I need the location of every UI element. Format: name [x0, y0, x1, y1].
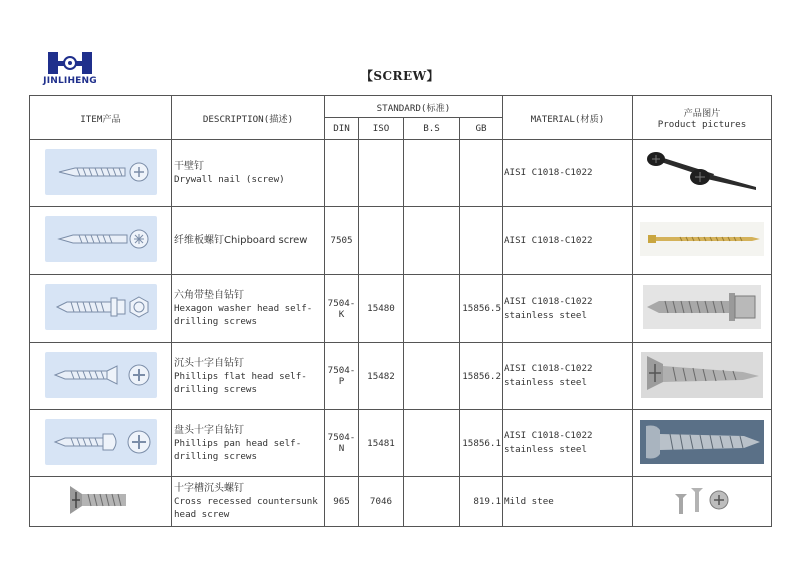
description-en-continued: head screw — [174, 509, 230, 520]
material-line: Mild stee — [504, 495, 554, 507]
bs-cell — [404, 207, 460, 275]
table-row — [30, 275, 772, 343]
din-cell: 7505 — [325, 207, 359, 275]
header-item: ITEM产品 — [30, 96, 172, 140]
iso-cell: 15482 — [359, 343, 404, 410]
hex-washer-screw-drawing-icon — [45, 284, 157, 330]
header-standard: STANDARD(标准) — [325, 96, 503, 118]
hex-washer-screw-photo-icon — [643, 285, 761, 329]
item-image-cell — [30, 140, 172, 207]
bs-cell — [404, 410, 460, 477]
description-en: Cross recessed countersunk — [174, 496, 318, 507]
header-din: DIN — [325, 118, 359, 140]
material-line: stainless steel — [504, 444, 587, 455]
page-title: 【SCREW】 — [360, 69, 440, 83]
description-cn: 十字槽沉头螺钉 — [174, 483, 244, 494]
gb-cell: 819.1 — [460, 477, 503, 527]
description-en: Hexagon washer head self- — [174, 303, 313, 314]
picture-cell — [633, 477, 772, 527]
table-row — [30, 477, 772, 527]
table-row — [30, 343, 772, 410]
description-cell — [172, 275, 325, 343]
description-cell — [172, 477, 325, 527]
material-cell — [503, 207, 633, 275]
material-cell — [503, 477, 633, 527]
material-line: AISI C1018-C1022 — [504, 295, 593, 307]
iso-cell: 7046 — [359, 477, 404, 527]
header-pictures — [633, 96, 772, 140]
picture-cell — [633, 343, 772, 410]
item-image-cell — [30, 207, 172, 275]
description-en: Phillips flat head self- — [174, 370, 307, 382]
iso-cell — [359, 207, 404, 275]
header-description: DESCRIPTION(描述) — [172, 96, 325, 140]
material-cell — [503, 140, 633, 207]
iso-cell — [359, 140, 404, 207]
flat-head-screw-drawing-icon — [45, 352, 157, 398]
gb-cell: 15856.1 — [460, 410, 503, 477]
material-line: AISI C1018-C1022 — [504, 234, 593, 246]
bs-cell — [404, 140, 460, 207]
iso-cell: 15481 — [359, 410, 404, 477]
picture-cell — [633, 207, 772, 275]
description-cell — [172, 410, 325, 477]
description-en: Drywall nail (screw) — [174, 174, 285, 185]
drywall-screw-drawing-icon — [45, 149, 157, 195]
din-cell: 7504-K — [325, 275, 359, 343]
item-image-cell — [30, 477, 172, 527]
header-iso: ISO — [359, 118, 404, 140]
item-image-cell — [30, 410, 172, 477]
header-gb: GB — [460, 118, 503, 140]
picture-cell — [633, 140, 772, 207]
spec-table — [29, 95, 772, 527]
flat-head-screw-photo-icon — [641, 352, 763, 398]
table-row — [30, 140, 772, 207]
description-cn: 六角带垫自钻钉 — [174, 290, 244, 301]
material-cell — [503, 410, 633, 477]
material-line: AISI C1018-C1022 — [504, 430, 593, 441]
description-en-continued: drilling screws — [174, 383, 257, 395]
din-cell: 7504-N — [325, 410, 359, 477]
bs-cell — [404, 343, 460, 410]
description-cn: 干壁钉 — [174, 161, 204, 172]
pan-head-screw-photo-icon — [640, 420, 764, 464]
gb-cell — [460, 140, 503, 207]
material-line: stainless steel — [504, 377, 587, 388]
chipboard-screw-photo-icon — [640, 222, 764, 256]
header-pictures-cn: 产品图片 — [683, 108, 721, 119]
description-cell — [172, 343, 325, 410]
description-en-continued: drilling screws — [174, 450, 257, 462]
description-cell — [172, 140, 325, 207]
header-material: MATERIAL(材质) — [503, 96, 633, 140]
description-cn: 盘头十字自钻钉 — [174, 424, 244, 436]
din-cell: 7504-P — [325, 343, 359, 410]
gb-cell: 15856.2 — [460, 343, 503, 410]
description-cell — [172, 207, 325, 275]
item-image-cell — [30, 275, 172, 343]
countersunk-screw-photo-icon — [66, 480, 136, 520]
gb-cell: 15856.5 — [460, 275, 503, 343]
material-line: stainless steel — [504, 309, 587, 321]
din-cell — [325, 140, 359, 207]
table-row — [30, 207, 772, 275]
item-image-cell — [30, 343, 172, 410]
picture-cell — [633, 410, 772, 477]
material-line: AISI C1018-C1022 — [504, 363, 593, 374]
header-pictures-en: Product pictures — [657, 119, 747, 130]
company-name: JINLIHENG — [43, 76, 97, 86]
drywall-screw-photo-icon — [642, 147, 762, 197]
description-cn: 纤维板螺钉Chipboard screw — [174, 235, 308, 246]
description-en: Phillips pan head self- — [174, 437, 302, 449]
description-en-continued: drilling screws — [174, 316, 257, 327]
iso-cell: 15480 — [359, 275, 404, 343]
header-bs: B.S — [404, 118, 460, 140]
material-cell — [503, 343, 633, 410]
chipboard-screw-drawing-icon — [45, 216, 157, 262]
bs-cell — [404, 477, 460, 527]
picture-cell — [633, 275, 772, 343]
countersunk-screws-photo-icon — [667, 480, 737, 520]
pan-head-screw-drawing-icon — [45, 419, 157, 465]
material-cell — [503, 275, 633, 343]
description-cn: 沉头十字自钻钉 — [174, 357, 244, 369]
gb-cell — [460, 207, 503, 275]
bs-cell — [404, 275, 460, 343]
material-line: AISI C1018-C1022 — [504, 167, 593, 178]
din-cell: 965 — [325, 477, 359, 527]
table-row — [30, 410, 772, 477]
